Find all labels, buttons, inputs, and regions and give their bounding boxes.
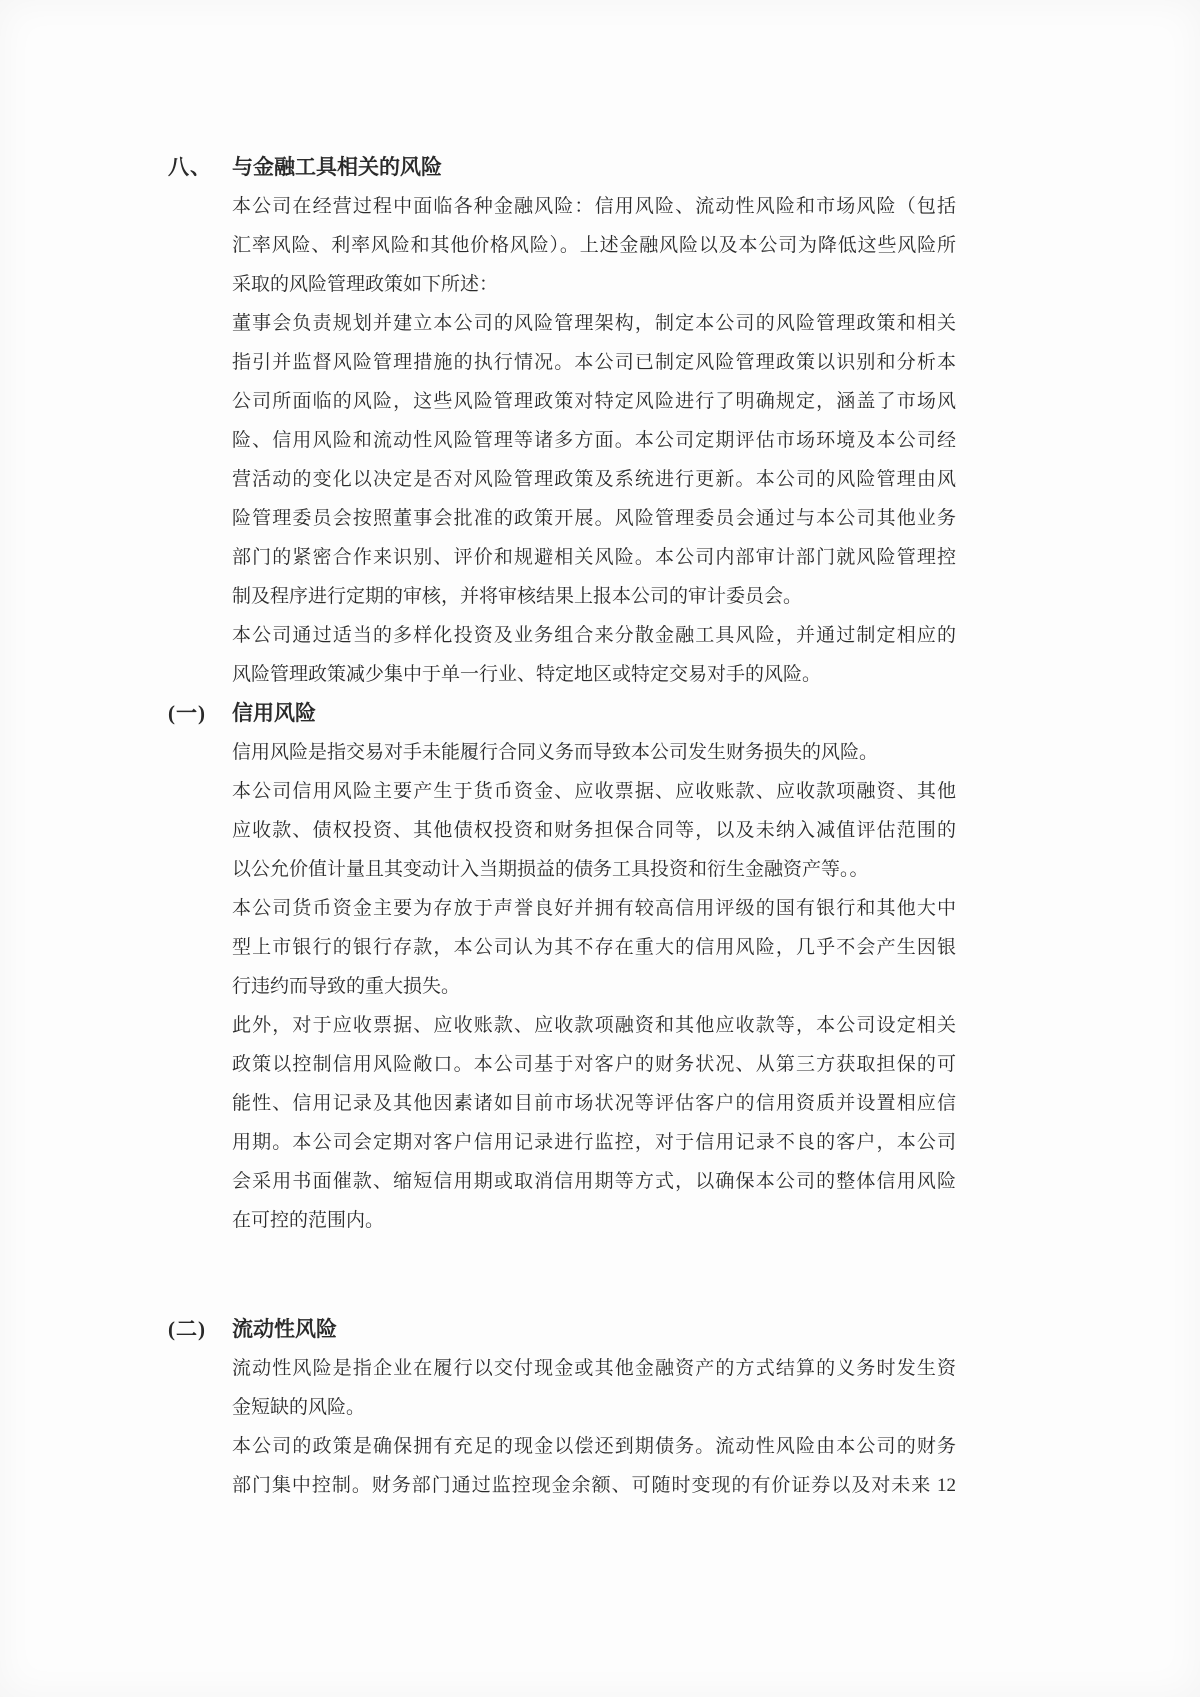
subsection-heading xyxy=(168,1310,958,1349)
paragraph xyxy=(232,1006,956,1240)
text-line: 董事会负责规划并建立本公司的风险管理架构，制定本公司的风险管理政策和相关 xyxy=(232,313,956,334)
text-line: 信用风险是指交易对手未能履行合同义务而导致本公司发生财务损失的风险。 xyxy=(232,742,879,763)
text-line: 险管理委员会按照董事会批准的政策开展。风险管理委员会通过与本公司其他业务 xyxy=(232,508,956,529)
section-title: 信用风险 xyxy=(232,701,316,725)
text-line: 营活动的变化以决定是否对风险管理政策及系统进行更新。本公司的风险管理由风 xyxy=(232,469,956,490)
paragraph xyxy=(232,733,956,772)
section-heading xyxy=(168,148,958,187)
text-line: 在可控的范围内。 xyxy=(232,1210,385,1231)
document-content xyxy=(168,148,958,1505)
paragraph xyxy=(232,1427,956,1505)
text-line: 应收款、债权投资、其他债权投资和财务担保合同等，以及未纳入减值评估范围的 xyxy=(232,820,956,841)
text-line: 公司所面临的风险，这些风险管理政策对特定风险进行了明确规定，涵盖了市场风 xyxy=(232,391,956,412)
text-line: 本公司在经营过程中面临各种金融风险：信用风险、流动性风险和市场风险（包括 xyxy=(232,196,956,217)
text-line: 流动性风险是指企业在履行以交付现金或其他金融资产的方式结算的义务时发生资 xyxy=(232,1358,956,1379)
text-line: 本公司通过适当的多样化投资及业务组合来分散金融工具风险，并通过制定相应的 xyxy=(232,625,956,646)
paragraph xyxy=(232,187,956,304)
text-line: 本公司的政策是确保拥有充足的现金以偿还到期债务。流动性风险由本公司的财务 xyxy=(232,1436,956,1457)
text-line: 本公司信用风险主要产生于货币资金、应收票据、应收账款、应收款项融资、其他 xyxy=(232,781,956,802)
text-line: 指引并监督风险管理措施的执行情况。本公司已制定风险管理政策以识别和分析本 xyxy=(232,352,956,373)
subsection-heading xyxy=(168,694,958,733)
text-line: 行违约而导致的重大损失。 xyxy=(232,976,461,997)
paragraph xyxy=(232,772,956,889)
text-line: 险、信用风险和流动性风险管理等诸多方面。本公司定期评估市场环境及本公司经 xyxy=(232,430,956,451)
section-title: 与金融工具相关的风险 xyxy=(232,155,442,179)
section-number: (二) xyxy=(168,1317,206,1341)
paragraph xyxy=(232,304,956,616)
text-line: 采取的风险管理政策如下所述： xyxy=(232,274,499,295)
text-line: 部门的紧密合作来识别、评价和规避相关风险。本公司内部审计部门就风险管理控 xyxy=(232,547,956,568)
text-line: 金短缺的风险。 xyxy=(232,1397,366,1418)
text-line: 部门集中控制。财务部门通过监控现金余额、可随时变现的有价证券以及对未来 12 xyxy=(232,1475,956,1496)
text-line: 以公允价值计量且其变动计入当期损益的债务工具投资和衍生金融资产等。。 xyxy=(232,859,869,880)
paragraph xyxy=(232,889,956,1006)
paragraph xyxy=(232,1349,956,1427)
text-line: 此外，对于应收票据、应收账款、应收款项融资和其他应收款等，本公司设定相关 xyxy=(232,1015,956,1036)
text-line: 能性、信用记录及其他因素诸如目前市场状况等评估客户的信用资质并设置相应信 xyxy=(232,1093,956,1114)
section-number: 八、 xyxy=(168,155,212,179)
text-line: 政策以控制信用风险敞口。本公司基于对客户的财务状况、从第三方获取担保的可 xyxy=(232,1054,956,1075)
text-line: 用期。本公司会定期对客户信用记录进行监控，对于信用记录不良的客户，本公司 xyxy=(232,1132,956,1153)
text-line: 会采用书面催款、缩短信用期或取消信用期等方式，以确保本公司的整体信用风险 xyxy=(232,1171,956,1192)
section-number: (一) xyxy=(168,701,206,725)
paragraph xyxy=(232,616,956,694)
section-title: 流动性风险 xyxy=(232,1317,337,1341)
text-line: 风险管理政策减少集中于单一行业、特定地区或特定交易对手的风险。 xyxy=(232,664,822,685)
text-line: 型上市银行的银行存款，本公司认为其不存在重大的信用风险，几乎不会产生因银 xyxy=(232,937,956,958)
text-line: 本公司货币资金主要为存放于声誉良好并拥有较高信用评级的国有银行和其他大中 xyxy=(232,898,956,919)
text-line: 汇率风险、利率风险和其他价格风险）。上述金融风险以及本公司为降低这些风险所 xyxy=(232,235,956,256)
text-line: 制及程序进行定期的审核，并将审核结果上报本公司的审计委员会。 xyxy=(232,586,803,607)
